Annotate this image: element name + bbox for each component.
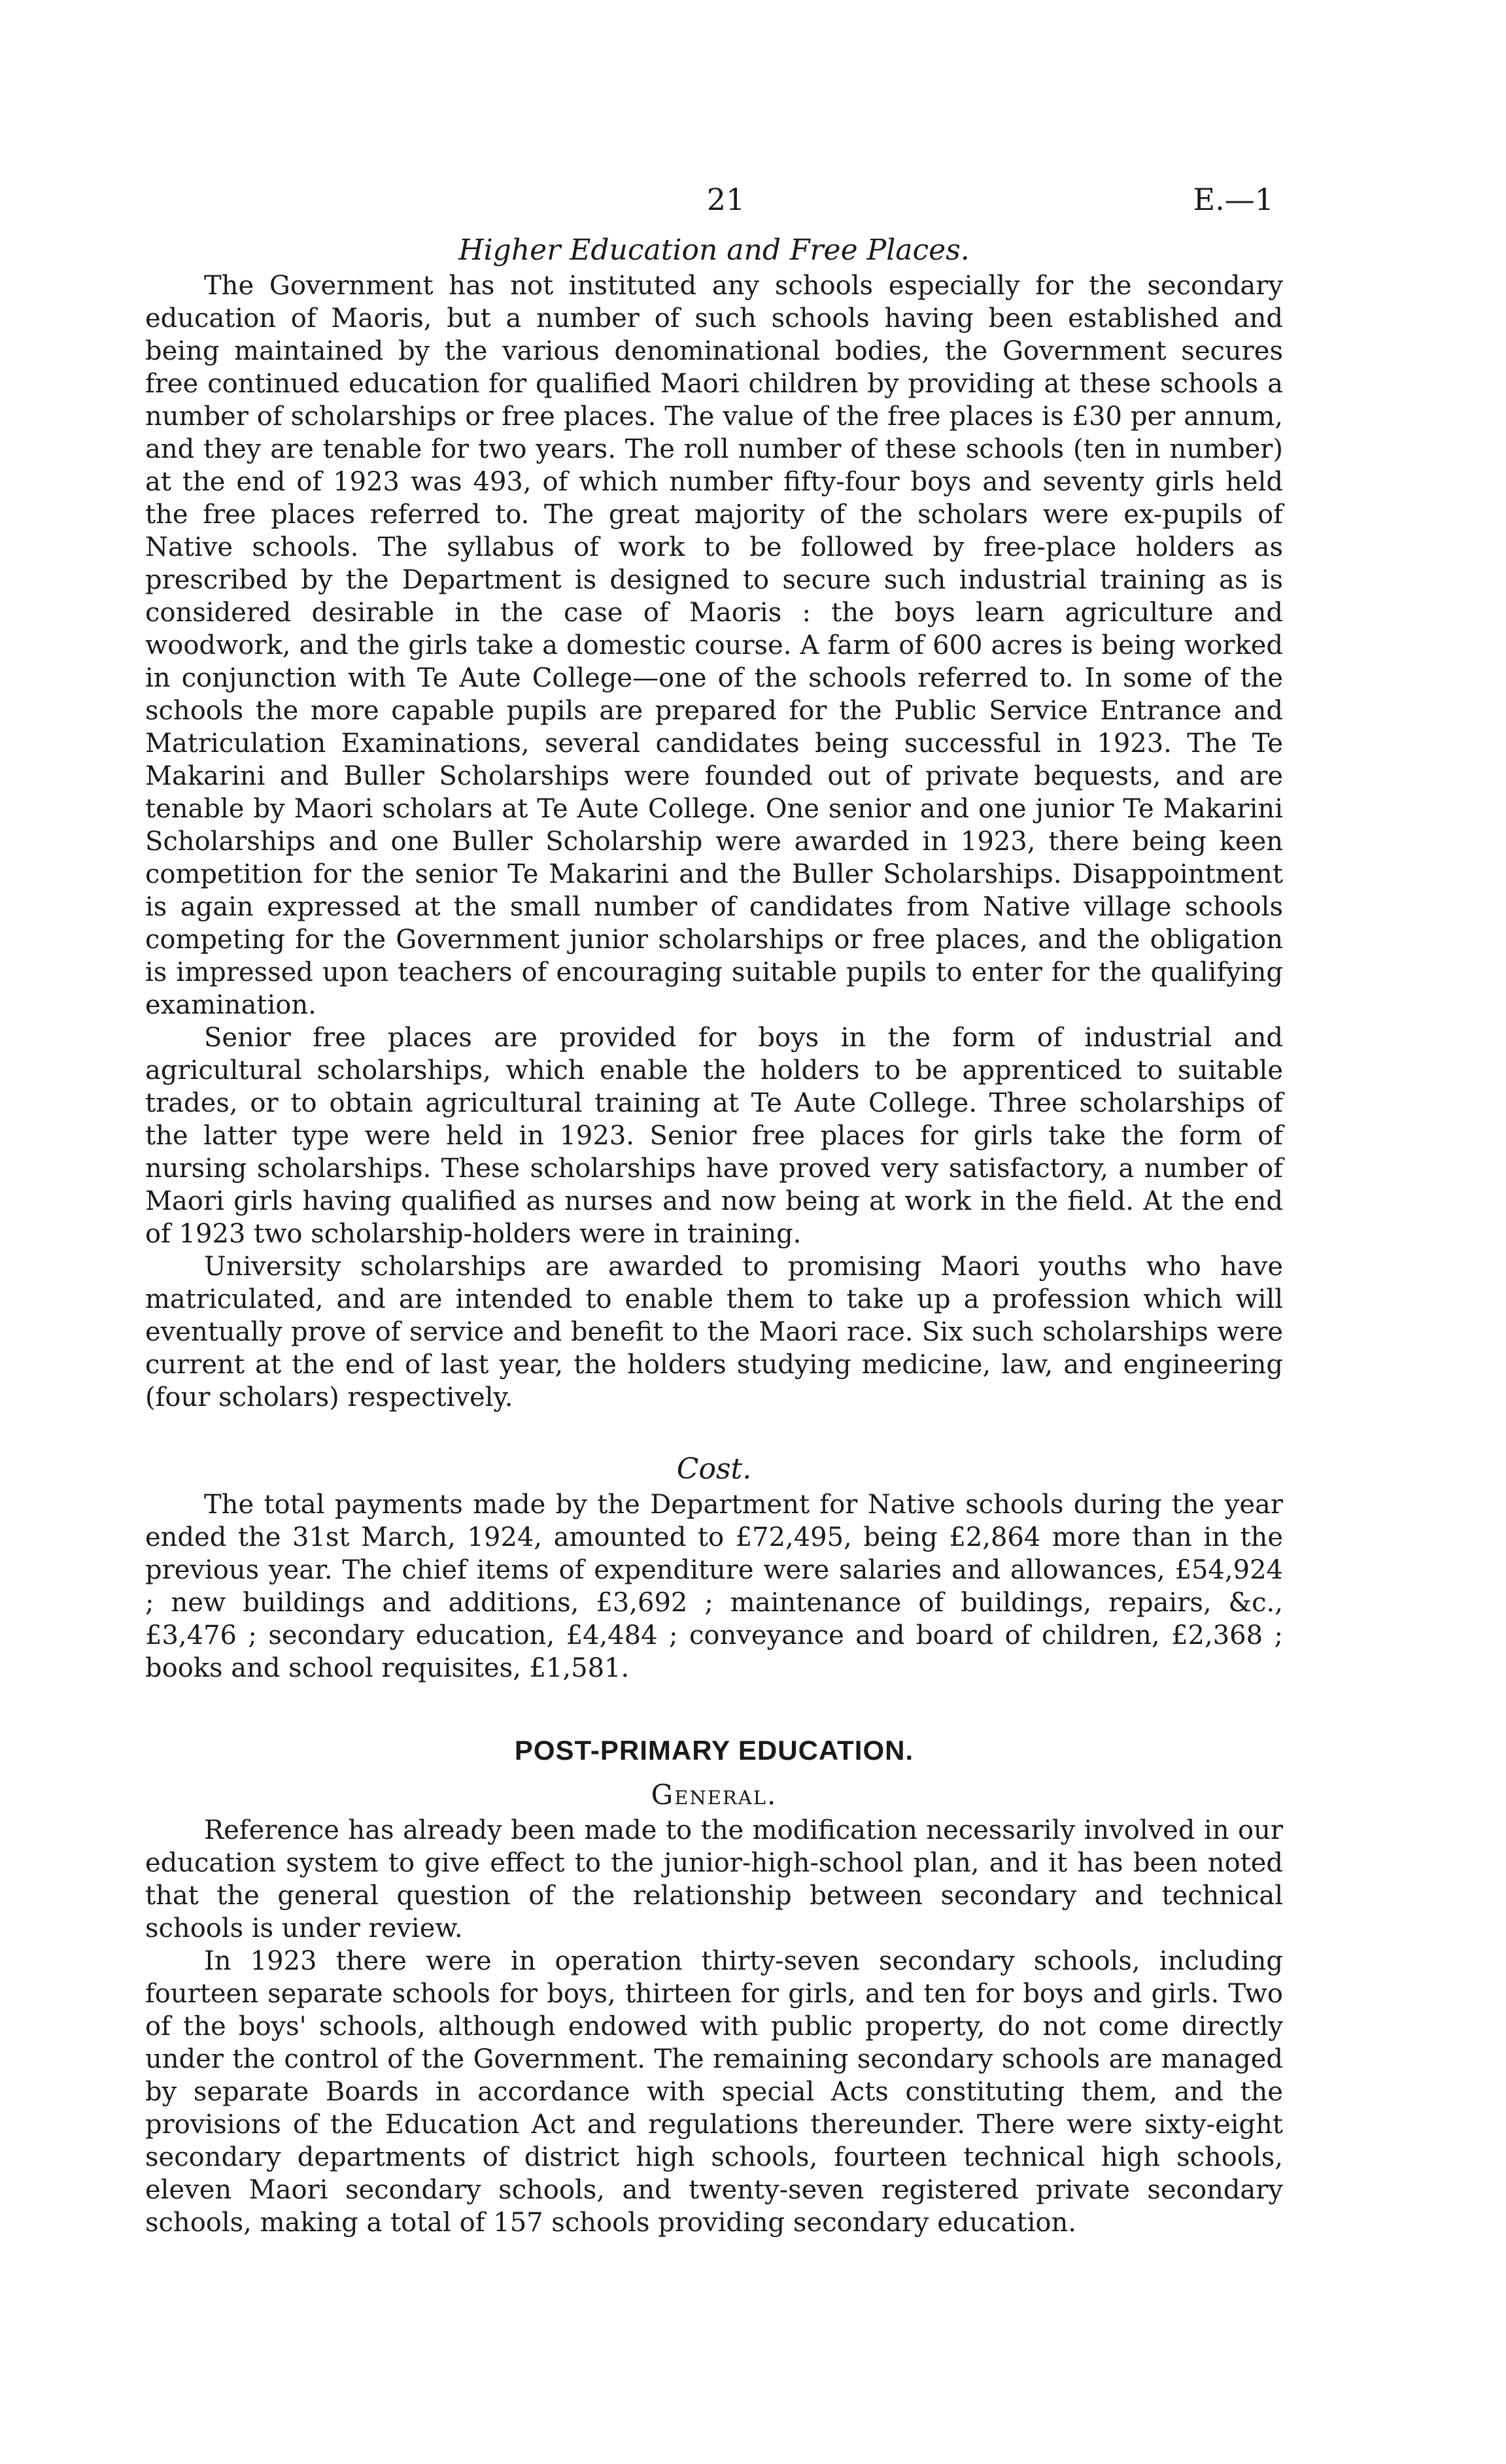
- page-number: 21: [706, 182, 745, 217]
- major-heading-post-primary: POST-PRIMARY EDUCATION.: [514, 1735, 914, 1766]
- post-primary-section: [145, 1734, 1283, 2239]
- higher-education-section: [145, 234, 1283, 1414]
- page-code: E.—1: [1193, 182, 1274, 217]
- paragraph: In 1923 there were in operation thirty-seven secondary schools, including fourteen separate schools for boys, thirteen for girls, and ten for boys and girls. Two of the boys' schools, although endowed with public property, do not come directly under the control of the Government. The remaining secondary schools are managed by separate Boards in accordance with special Acts constituting them, and the provisions of the Education Act and regulations thereunder. There were sixty-eight secondary departments of district high schools, fourteen technical high schools, eleven Maori secondary schools, and twenty-seven registered private secondary schools, making a total of 157 schools providing secondary education.: [145, 1946, 1283, 2238]
- paragraph: The total payments made by the Department for Native schools during the year ended the 31st March, 1924, amounted to £72,495, being £2,864 more than in the previous year. The chief items of expenditure were salaries and allowances, £54,924 ; new buildings and additions, £3,692 ; maintenance of buildings, repairs, &c., £3,476 ; secondary education, £4,484 ; conveyance and board of children, £2,368 ; books and school requisites, £1,581.: [145, 1490, 1283, 1683]
- paragraph: The Government has not instituted any schools especially for the secondary education of Maoris, but a number of such schools having been established and being maintained by the various denominational bodies, the Government secures free continued education for qualified Maori children by providing at these schools a number of scholarships or free places. The value of the free places is £30 per annum, and they are tenable for two years. The roll number of these schools (ten in number) at the end of 1923 was 493, of which number fifty-four boys and seventy girls held the free places referred to. The great majority of the scholars were ex-pupils of Native schools. The syllabus of work to be followed by free-place holders as prescribed by the Department is designed to secure such industrial training as is considered desirable in the case of Maoris : the boys learn agriculture and woodwork, and the girls take a domestic course. A farm of 600 acres is being worked in conjunction with Te Aute College—one of the schools referred to. In some of the schools the more capable pupils are prepared for the Public Service Entrance and Matriculation Examinations, several candidates being successful in 1923. The Te Makarini and Buller Scholarships were founded out of private bequests, and are tenable by Maori scholars at Te Aute College. One senior and one junior Te Makarini Scholarships and one Buller Scholarship were awarded in 1923, there being keen competition for the senior Te Makarini and the Buller Scholarships. Disappointment is again expressed at the small number of candidates from Native village schools competing for the Government junior scholarships or free places, and the obligation is impressed upon teachers of encouraging suitable pupils to enter for the qualifying examination.: [145, 271, 1283, 1020]
- cost-section: [145, 1453, 1283, 1685]
- paragraph: Reference has already been made to the modification necessarily involved in our education system to give effect to the junior-high-school plan, and it has been noted that the general question of the relationship between secondary and technical schools is under review.: [145, 1815, 1283, 1943]
- sub-heading-general: General.: [651, 1779, 778, 1811]
- paragraph: University scholarships are awarded to promising Maori youths who have matriculated, and are intended to enable them to take up a profession which will eventually prove of service and benefit to the Maori race. Six such scholarships were current at the end of last year, the holders studying medicine, law, and engineering (four scholars) respectively.: [145, 1252, 1283, 1412]
- section-title-higher-education: Higher Education and Free Places.: [458, 233, 970, 267]
- paragraph: Senior free places are provided for boys in the form of industrial and agricultural scholarships, which enable the holders to be apprenticed to suitable trades, or to obtain agricultural training at Te Aute College. Three scholarships of the latter type were held in 1923. Senior free places for girls take the form of nursing scholarships. These scholarships have proved very satisfactory, a number of Maori girls having qualified as nurses and now being at work in the field. At the end of 1923 two scholarship-holders were in training.: [145, 1023, 1283, 1249]
- section-title-cost: Cost.: [676, 1452, 752, 1486]
- page-content: [145, 234, 1283, 2239]
